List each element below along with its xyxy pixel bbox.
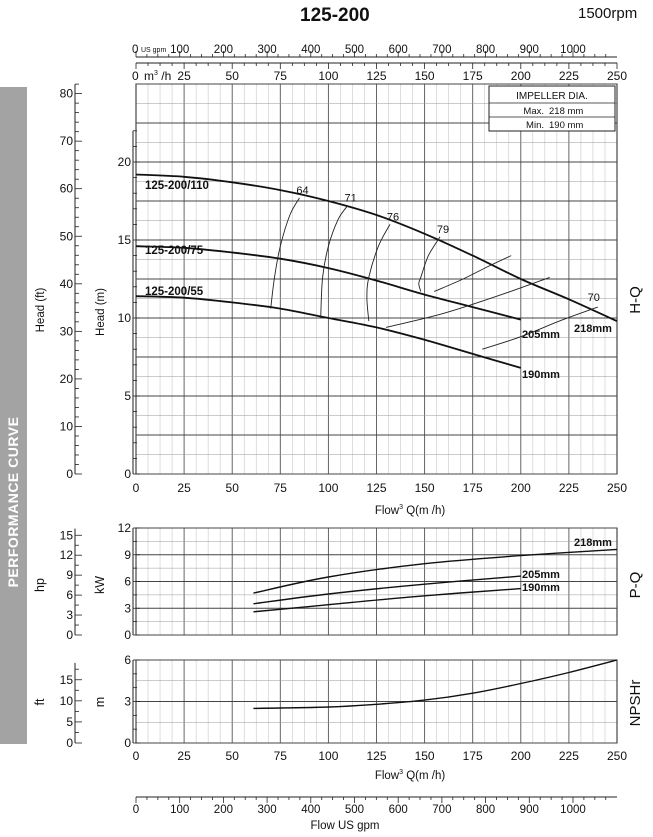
efficiency-curve-link-5 [386,277,550,327]
model-title: 125-200 [300,5,370,26]
impeller-box-title: IMPELLER DIA. [516,91,588,102]
usgpm-top-tick-label: 600 [388,44,408,56]
power-kw-axis-title: kW [93,575,107,595]
head-m-tick-label: 0 [124,467,131,481]
usgpm-top-tick-label: 400 [301,44,321,56]
usgpm-top-tick-label: 100 [170,44,190,56]
npshr-side-label: NPSHr [627,679,644,727]
impeller-min-label: Min. [526,120,544,131]
hq-diameter-label: 190mm [522,369,560,381]
usgpm-top-tick-label: 1000 [560,44,586,56]
sidebar-label: PERFORMANCE CURVE [5,416,21,588]
npsh-flow-tick-label: 200 [510,749,531,763]
usgpm-bottom-axis-title: Flow US gpm [310,820,380,832]
flow-top-tick-label: 75 [273,69,287,83]
usgpm-bottom-tick-label: 900 [519,804,539,816]
hq-side-label: H-Q [627,286,644,314]
head-ft-tick-label: 0 [66,467,73,481]
speed-label: 1500rpm [578,5,638,22]
usgpm-top-tick-label: 200 [213,44,233,56]
pump-model-label: 125-200/110 [145,180,209,192]
pump-model-label: 125-200/75 [145,245,204,257]
usgpm-bottom-tick-label: 100 [170,804,190,816]
power-kw-tick-label: 0 [124,628,131,642]
efficiency-label: 70 [587,292,600,305]
usgpm-bottom-tick-label: 1000 [560,804,586,816]
usgpm-bottom-tick-label: 700 [432,804,452,816]
head-ft-tick-label: 50 [59,229,73,244]
hq-flow-tick-label: 50 [225,481,239,495]
power-kw-tick-label: 3 [124,601,131,616]
usgpm-bottom-tick-label: 300 [257,804,277,816]
usgpm-top-tick-label: 300 [257,44,277,56]
usgpm-bottom-tick-label: 0 [132,804,140,816]
hq-flow-tick-label: 150 [414,481,435,495]
usgpm-bottom-tick-label: 200 [213,804,233,816]
power-kw-tick-label: 9 [124,547,131,562]
pq-diameter-label: 190mm [522,582,560,594]
flow-top-tick-label: 125 [366,69,387,83]
head-ft-tick-label: 60 [59,181,73,196]
head-ft-tick-label: 70 [59,134,73,149]
flow-top-tick-label: 250 [606,69,628,83]
pq-diameter-label: 205mm [522,569,560,581]
npsh-ft-axis-title: ft [33,698,47,706]
power-hp-tick-label: 15 [59,528,73,543]
npsh-m-tick-label: 6 [124,653,131,667]
usgpm-bottom-tick-label: 400 [301,804,321,816]
head-ft-tick-label: 10 [59,419,73,434]
usgpm-top-tick-label: 500 [344,44,365,56]
pq-diameter-label: 218mm [574,537,612,549]
efficiency-curve-71 [321,206,348,318]
head-m-tick-label: 20 [117,155,131,169]
npsh-flow-tick-label: 25 [177,749,191,763]
npsh-flow-tick-label: 75 [273,749,287,763]
head-ft-tick-label: 20 [59,371,73,386]
hq-diameter-label: 205mm [522,329,560,341]
efficiency-label: 64 [296,184,309,197]
npsh-flow-tick-label: 250 [606,749,628,763]
usgpm-bottom-tick-label: 500 [344,804,365,816]
usgpm-top-tick-label: 800 [475,44,496,56]
npsh-flow-tick-label: 100 [318,749,339,763]
npsh-m-tick-label: 3 [124,694,131,709]
npsh-m-axis-title: m [93,696,107,708]
npsh-flow-tick-label: 150 [414,749,435,763]
head-m-tick-label: 15 [117,233,131,247]
pq-curve-218mm [253,549,617,593]
npsh-flow-tick-label: 50 [225,749,239,763]
efficiency-curve-76 [367,224,390,321]
power-hp-tick-label: 6 [66,588,73,603]
usgpm-top-zero-label: 0 [132,44,139,56]
efficiency-curve-64 [271,198,300,309]
efficiency-label: 76 [386,211,400,224]
power-hp-tick-label: 9 [66,568,73,583]
hq-flow-tick-label: 175 [462,481,483,495]
efficiency-label: 79 [436,223,450,236]
impeller-max-value: 218 mm [549,106,584,117]
hq-flow-tick-label: 225 [558,481,579,495]
hq-flow-axis-title: Flow$^3$ Q(m /h) [374,504,446,517]
head-ft-tick-label: 80 [59,86,73,101]
head-m-axis-title: Head (m) [95,288,107,336]
efficiency-label: 71 [344,192,357,205]
hq-flow-tick-label: 250 [606,481,628,495]
hq-flow-tick-label: 0 [132,481,140,495]
head-ft-tick-label: 30 [59,324,73,339]
npsh-flow-tick-label: 225 [558,749,579,763]
impeller-min-value: 190 mm [549,120,584,131]
head-ft-axis-title: Head (ft) [35,287,47,333]
hq-flow-tick-label: 200 [510,481,531,495]
flow-top-unit: $m^3$ /h [144,69,172,83]
usgpm-top-tick-label: 900 [519,44,539,56]
power-hp-tick-label: 12 [59,548,73,563]
flow-top-tick-label: 25 [177,69,191,83]
power-hp-tick-label: 0 [66,628,73,642]
flow-top-tick-label: 225 [558,69,579,83]
flow-top-tick-label: 50 [225,69,239,83]
pq-side-label: P-Q [627,571,644,599]
head-m-tick-label: 5 [124,389,131,403]
flow-top-tick-label: 175 [462,69,483,83]
power-kw-tick-label: 12 [117,521,131,535]
hq-flow-tick-label: 75 [273,481,287,495]
npsh-ft-tick-label: 10 [59,693,73,708]
usgpm-top-unit: US gpm [141,47,167,54]
npsh-flow-tick-label: 125 [366,749,387,763]
flow-top-zero-label: 0 [132,69,139,83]
impeller-max-label: Max. [523,106,544,117]
hq-flow-tick-label: 125 [366,481,387,495]
npsh-flow-tick-label: 0 [132,749,140,763]
power-kw-tick-label: 6 [124,574,131,589]
head-m-tick-label: 10 [117,311,131,325]
pump-model-label: 125-200/55 [145,286,204,298]
usgpm-top-tick-label: 700 [432,44,452,56]
flow-top-tick-label: 100 [318,69,339,83]
power-hp-tick-label: 3 [66,608,73,623]
npsh-ft-tick-label: 15 [59,672,73,687]
usgpm-bottom-tick-label: 800 [475,804,496,816]
flow-top-tick-label: 150 [414,69,435,83]
npsh-ft-tick-label: 5 [66,714,73,729]
hq-flow-tick-label: 100 [318,481,339,495]
head-ft-tick-label: 40 [59,276,73,291]
hq-diameter-label: 218mm [574,323,612,335]
usgpm-bottom-tick-label: 600 [388,804,408,816]
power-hp-axis-title: hp [33,578,47,592]
flow-top-tick-label: 200 [510,69,531,83]
npsh-m-tick-label: 0 [124,736,131,750]
npsh-flow-axis-title: Flow$^3$ Q(m /h) [374,769,446,782]
npsh-flow-tick-label: 175 [462,749,483,763]
npsh-ft-tick-label: 0 [66,736,73,750]
hq-flow-tick-label: 25 [177,481,191,495]
